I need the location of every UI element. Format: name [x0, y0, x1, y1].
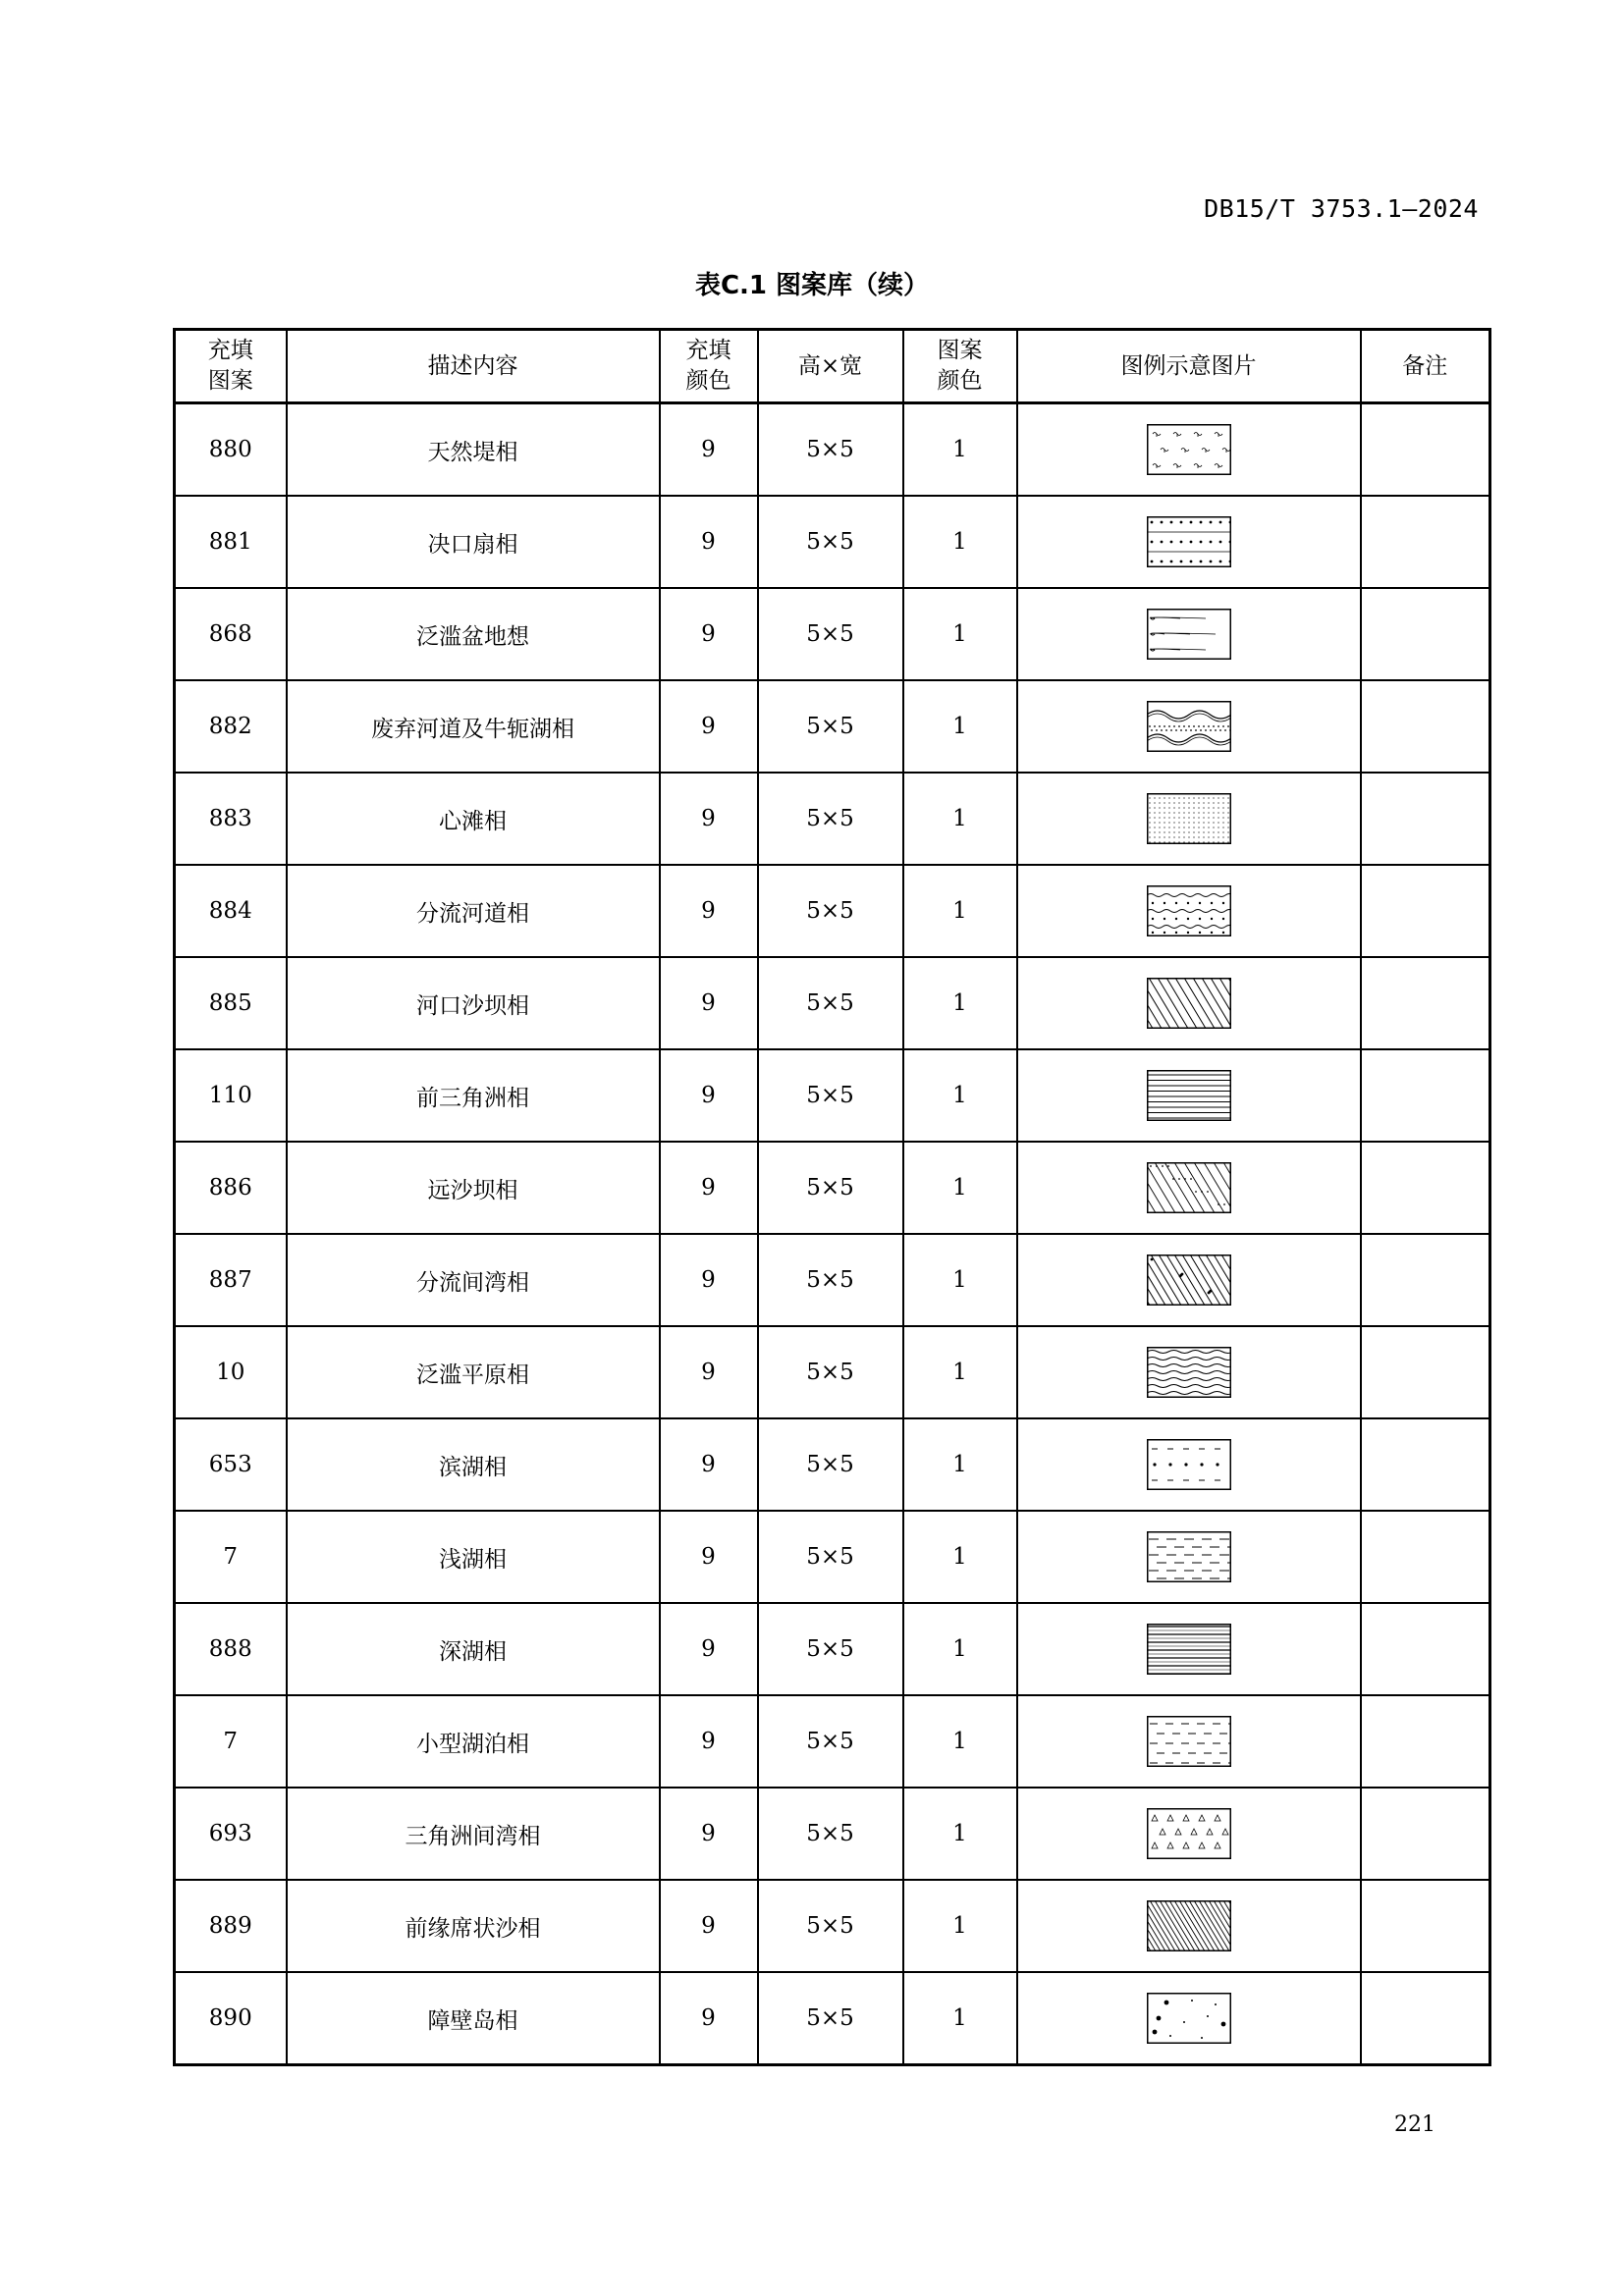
- cell-remarks: [1361, 1142, 1490, 1234]
- cell-legend-image: [1017, 1880, 1361, 1972]
- table-caption: 表C.1 图案库（续）: [694, 271, 930, 300]
- cell-description: 分流河道相: [287, 865, 660, 957]
- flood-basin-pattern-icon: [1147, 609, 1231, 660]
- header-remarks: 备注: [1361, 330, 1490, 403]
- cell-fill-color: 9: [660, 773, 758, 865]
- cell-remarks: [1361, 865, 1490, 957]
- cell-legend-image: [1017, 1788, 1361, 1880]
- cell-legend-image: [1017, 1972, 1361, 2065]
- mouth-bar-pattern-icon: [1147, 978, 1231, 1029]
- cell-fill-pattern-code: 693: [175, 1788, 287, 1880]
- cell-remarks: [1361, 1511, 1490, 1603]
- header-legend-image: 图例示意图片: [1017, 330, 1361, 403]
- cell-pattern-color: 1: [903, 1695, 1017, 1788]
- cell-remarks: [1361, 588, 1490, 680]
- pattern-library-table: [173, 328, 1491, 2066]
- oxbow-pattern-icon: [1147, 701, 1231, 752]
- table-row: [175, 1234, 1490, 1326]
- cell-fill-pattern-code: 887: [175, 1234, 287, 1326]
- deep-lake-pattern-icon: [1147, 1624, 1231, 1675]
- cell-fill-color: 9: [660, 1234, 758, 1326]
- cell-legend-image: [1017, 1326, 1361, 1418]
- cell-legend-image: [1017, 588, 1361, 680]
- table-row: [175, 1788, 1490, 1880]
- cell-remarks: [1361, 1234, 1490, 1326]
- cell-fill-color: 9: [660, 680, 758, 773]
- cell-remarks: [1361, 680, 1490, 773]
- table-row: [175, 1880, 1490, 1972]
- cell-description: 障壁岛相: [287, 1972, 660, 2065]
- distributary-channel-pattern-icon: [1147, 885, 1231, 936]
- small-lake-pattern-icon: [1147, 1716, 1231, 1767]
- cell-pattern-color: 1: [903, 1142, 1017, 1234]
- cell-fill-pattern-code: 883: [175, 773, 287, 865]
- cell-legend-image: [1017, 1234, 1361, 1326]
- cell-description: 前三角洲相: [287, 1049, 660, 1142]
- cell-fill-color: 9: [660, 1695, 758, 1788]
- cell-size: 5×5: [758, 588, 903, 680]
- shallow-lake-pattern-icon: [1147, 1531, 1231, 1582]
- cell-size: 5×5: [758, 773, 903, 865]
- cell-description: 前缘席状沙相: [287, 1880, 660, 1972]
- cell-size: 5×5: [758, 865, 903, 957]
- cell-description: 心滩相: [287, 773, 660, 865]
- cell-pattern-color: 1: [903, 1234, 1017, 1326]
- cell-remarks: [1361, 403, 1490, 497]
- cell-pattern-color: 1: [903, 1418, 1017, 1511]
- cell-legend-image: [1017, 1418, 1361, 1511]
- cell-size: 5×5: [758, 1326, 903, 1418]
- crevasse-splay-pattern-icon: [1147, 516, 1231, 567]
- document-id: DB15/T 3753.1—2024: [1204, 194, 1479, 223]
- cell-size: 5×5: [758, 680, 903, 773]
- table-row: [175, 865, 1490, 957]
- cell-size: 5×5: [758, 496, 903, 588]
- interdeltaic-bay-pattern-icon: [1147, 1808, 1231, 1859]
- table-row: [175, 1695, 1490, 1788]
- header-fill-color: 充填 颜色: [660, 330, 758, 403]
- cell-remarks: [1361, 773, 1490, 865]
- cell-legend-image: [1017, 403, 1361, 497]
- cell-size: 5×5: [758, 1511, 903, 1603]
- cell-size: 5×5: [758, 1788, 903, 1880]
- cell-fill-color: 9: [660, 588, 758, 680]
- cell-pattern-color: 1: [903, 496, 1017, 588]
- table-row: [175, 1142, 1490, 1234]
- cell-pattern-color: 1: [903, 1788, 1017, 1880]
- cell-fill-color: 9: [660, 1880, 758, 1972]
- cell-fill-color: 9: [660, 1603, 758, 1695]
- cell-remarks: [1361, 1695, 1490, 1788]
- cell-remarks: [1361, 1418, 1490, 1511]
- cell-pattern-color: 1: [903, 403, 1017, 497]
- cell-remarks: [1361, 1972, 1490, 2065]
- cell-size: 5×5: [758, 1972, 903, 2065]
- cell-size: 5×5: [758, 1695, 903, 1788]
- cell-size: 5×5: [758, 403, 903, 497]
- cell-pattern-color: 1: [903, 773, 1017, 865]
- cell-fill-color: 9: [660, 1511, 758, 1603]
- table-row: [175, 773, 1490, 865]
- cell-fill-pattern-code: 10: [175, 1326, 287, 1418]
- table-row: [175, 1603, 1490, 1695]
- cell-description: 远沙坝相: [287, 1142, 660, 1234]
- flood-plain-pattern-icon: [1147, 1347, 1231, 1398]
- table-row: [175, 1049, 1490, 1142]
- cell-fill-color: 9: [660, 1788, 758, 1880]
- cell-fill-color: 9: [660, 1049, 758, 1142]
- cell-legend-image: [1017, 1603, 1361, 1695]
- cell-fill-color: 9: [660, 1972, 758, 2065]
- cell-legend-image: [1017, 1049, 1361, 1142]
- cell-pattern-color: 1: [903, 1603, 1017, 1695]
- cell-size: 5×5: [758, 1234, 903, 1326]
- cell-pattern-color: 1: [903, 588, 1017, 680]
- distal-bar-pattern-icon: [1147, 1162, 1231, 1213]
- cell-pattern-color: 1: [903, 957, 1017, 1049]
- cell-description: 三角洲间湾相: [287, 1788, 660, 1880]
- levee-pattern-icon: [1147, 424, 1231, 475]
- cell-size: 5×5: [758, 1603, 903, 1695]
- cell-description: 滨湖相: [287, 1418, 660, 1511]
- cell-description: 浅湖相: [287, 1511, 660, 1603]
- cell-fill-pattern-code: 7: [175, 1695, 287, 1788]
- cell-legend-image: [1017, 773, 1361, 865]
- table-row: [175, 496, 1490, 588]
- cell-legend-image: [1017, 496, 1361, 588]
- cell-legend-image: [1017, 680, 1361, 773]
- cell-fill-pattern-code: 889: [175, 1880, 287, 1972]
- header-description: 描述内容: [287, 330, 660, 403]
- cell-remarks: [1361, 1603, 1490, 1695]
- cell-legend-image: [1017, 1511, 1361, 1603]
- cell-description: 天然堤相: [287, 403, 660, 497]
- cell-pattern-color: 1: [903, 1049, 1017, 1142]
- cell-fill-color: 9: [660, 957, 758, 1049]
- table-row: [175, 1972, 1490, 2065]
- cell-size: 5×5: [758, 1142, 903, 1234]
- table-row: [175, 588, 1490, 680]
- cell-size: 5×5: [758, 957, 903, 1049]
- header-size: 高×宽: [758, 330, 903, 403]
- header-fill-pattern: 充填 图案: [175, 330, 287, 403]
- cell-description: 深湖相: [287, 1603, 660, 1695]
- cell-remarks: [1361, 496, 1490, 588]
- cell-size: 5×5: [758, 1880, 903, 1972]
- table-row: [175, 403, 1490, 497]
- shore-lake-pattern-icon: [1147, 1439, 1231, 1490]
- table-row: [175, 680, 1490, 773]
- cell-fill-pattern-code: 881: [175, 496, 287, 588]
- cell-fill-pattern-code: 886: [175, 1142, 287, 1234]
- table-row: [175, 957, 1490, 1049]
- cell-fill-color: 9: [660, 865, 758, 957]
- front-sheet-sand-pattern-icon: [1147, 1900, 1231, 1951]
- cell-fill-pattern-code: 890: [175, 1972, 287, 2065]
- cell-description: 小型湖泊相: [287, 1695, 660, 1788]
- cell-pattern-color: 1: [903, 865, 1017, 957]
- cell-description: 废弃河道及牛轭湖相: [287, 680, 660, 773]
- cell-legend-image: [1017, 1142, 1361, 1234]
- prodelta-pattern-icon: [1147, 1070, 1231, 1121]
- cell-pattern-color: 1: [903, 1511, 1017, 1603]
- table-row: [175, 1511, 1490, 1603]
- cell-description: 泛滥盆地想: [287, 588, 660, 680]
- cell-description: 泛滥平原相: [287, 1326, 660, 1418]
- cell-description: 决口扇相: [287, 496, 660, 588]
- cell-fill-pattern-code: 882: [175, 680, 287, 773]
- cell-fill-color: 9: [660, 403, 758, 497]
- cell-fill-color: 9: [660, 1418, 758, 1511]
- table-row: [175, 1418, 1490, 1511]
- cell-size: 5×5: [758, 1418, 903, 1511]
- cell-fill-pattern-code: 880: [175, 403, 287, 497]
- cell-fill-pattern-code: 7: [175, 1511, 287, 1603]
- cell-legend-image: [1017, 865, 1361, 957]
- cell-remarks: [1361, 957, 1490, 1049]
- cell-remarks: [1361, 1049, 1490, 1142]
- cell-legend-image: [1017, 1695, 1361, 1788]
- cell-description: 分流间湾相: [287, 1234, 660, 1326]
- cell-fill-pattern-code: 888: [175, 1603, 287, 1695]
- channel-bar-pattern-icon: [1147, 793, 1231, 844]
- cell-pattern-color: 1: [903, 680, 1017, 773]
- cell-fill-color: 9: [660, 1326, 758, 1418]
- cell-fill-pattern-code: 868: [175, 588, 287, 680]
- cell-remarks: [1361, 1880, 1490, 1972]
- cell-remarks: [1361, 1326, 1490, 1418]
- cell-fill-color: 9: [660, 496, 758, 588]
- cell-size: 5×5: [758, 1049, 903, 1142]
- cell-fill-pattern-code: 653: [175, 1418, 287, 1511]
- cell-fill-color: 9: [660, 1142, 758, 1234]
- header-pattern-color: 图案 颜色: [903, 330, 1017, 403]
- cell-pattern-color: 1: [903, 1972, 1017, 2065]
- cell-description: 河口沙坝相: [287, 957, 660, 1049]
- cell-fill-pattern-code: 110: [175, 1049, 287, 1142]
- table-row: [175, 1326, 1490, 1418]
- cell-fill-pattern-code: 885: [175, 957, 287, 1049]
- interdistributary-bay-pattern-icon: [1147, 1255, 1231, 1306]
- cell-pattern-color: 1: [903, 1326, 1017, 1418]
- page-number: 221: [1394, 2112, 1435, 2137]
- cell-fill-pattern-code: 884: [175, 865, 287, 957]
- cell-pattern-color: 1: [903, 1880, 1017, 1972]
- cell-legend-image: [1017, 957, 1361, 1049]
- barrier-island-pattern-icon: [1147, 1993, 1231, 2044]
- cell-remarks: [1361, 1788, 1490, 1880]
- table-header-row: [175, 330, 1490, 403]
